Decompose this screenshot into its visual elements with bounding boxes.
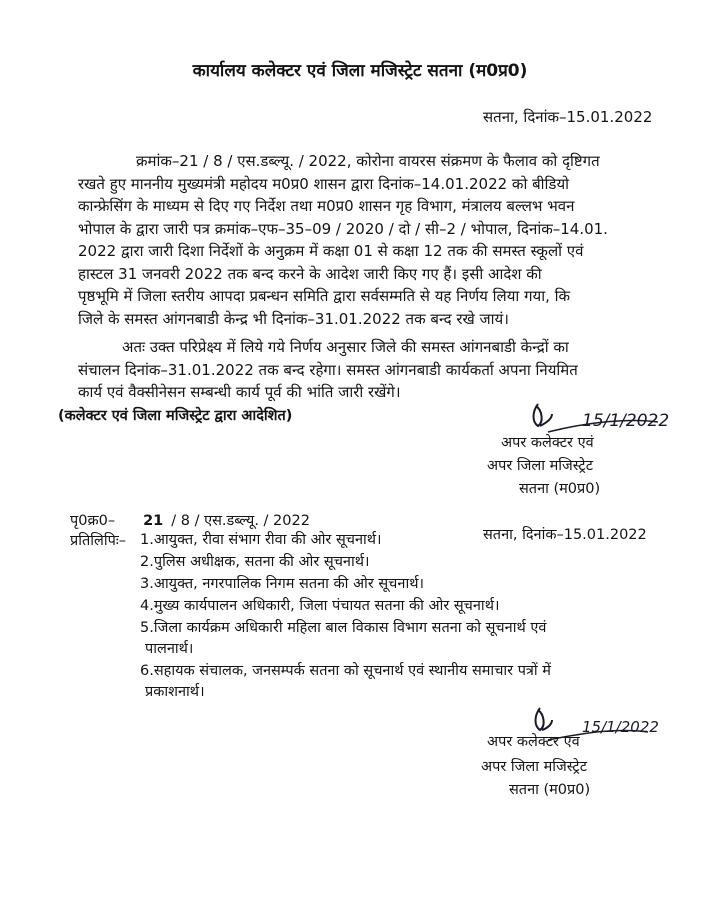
list-item bbox=[140, 618, 680, 660]
list-item bbox=[140, 530, 680, 551]
copy-item-continuation: प्रकाशनार्थ। bbox=[145, 684, 205, 700]
copy-item-text: 3.आयुक्त, नगरपालिक निगम सतना की ओर सूचनार्थ। bbox=[140, 576, 424, 592]
paragraph-line: कान्फ्रेसिंग के माध्यम से दिए गए निर्देश तथा म0प्र0 शासन गृह विभाग, मंत्रालय बल्लभ भवन bbox=[78, 197, 575, 215]
signatory-designation-1: अपर कलेक्टर एवं bbox=[501, 435, 594, 451]
copy-list bbox=[140, 530, 680, 704]
paragraph-line: संचालन दिनांक–31.01.2022 तक बन्द रहेगा। समस्त आंगनबाडी कार्यकर्ता अपना नियमित bbox=[78, 360, 578, 379]
office-title: कार्यालय कलेक्टर एवं जिला मजिस्ट्रेट सतना (म0प्र0) bbox=[192, 61, 528, 81]
endorsement-reference bbox=[70, 510, 310, 530]
list-item bbox=[140, 661, 680, 703]
ref-prefix: पृ0क्र0– bbox=[70, 513, 116, 529]
handwritten-date-2: 15/1/2022 bbox=[582, 718, 659, 736]
signatory-location: सतना (म0प्र0) bbox=[509, 782, 591, 798]
endorsement-date: सतना, दिनांक–15.01.2022 bbox=[483, 527, 647, 543]
copy-item-text: 5.जिला कार्यक्रम अधिकारी महिला बाल विकास विभाग सतना को सूचनार्थ एवं bbox=[140, 620, 547, 636]
paragraph-line: अतः उक्त परिप्रेक्ष्य में लिये गये निर्णय अनुसार जिले की समस्त आंगनबाडी केन्द्रों का bbox=[122, 338, 569, 356]
signatory-designation-2: अपर जिला मजिस्ट्रेट bbox=[481, 759, 588, 775]
copy-item-text: 4.मुख्य कार्यपालन अधिकारी, जिला पंचायत सतना की ओर सूचनार्थ। bbox=[140, 598, 500, 614]
paragraph-line: हास्टल 31 जनवरी 2022 तक बन्द करने के आदेश जारी किए गए हैं। इसी आदेश की bbox=[78, 264, 542, 283]
paragraph-line: पृष्ठभूमि में जिला स्तरीय आपदा प्रबन्धन समिति द्वारा सर्वसम्मति से यह निर्णय लिया गया, कि bbox=[78, 287, 571, 305]
paragraph-line: क्रमांक–21 / 8 / एस.डब्ल्यू. / 2022, कोरोना वायरस संक्रमण के फैलाव को दृष्टिगत bbox=[136, 152, 600, 170]
paragraph-line: 2022 द्वारा जारी दिशा निर्देशों के अनुक्रम में कक्षा 01 से कक्षा 12 तक की समस्त स्कूलों एवं bbox=[78, 242, 584, 260]
copy-label: प्रतिलिपिः– bbox=[70, 533, 127, 549]
copy-item-text: 2.पुलिस अधीक्षक, सतना की ओर सूचनार्थ। bbox=[140, 554, 370, 570]
ref-number: 21 bbox=[143, 513, 164, 529]
list-item bbox=[140, 552, 680, 573]
paragraph-line: रखते हुए माननीय मुख्यमंत्री महोदय म0प्र0 शासन द्वारा दिनांक–14.01.2022 को बीडियो bbox=[78, 174, 570, 193]
order-note: (कलेक्टर एवं जिला मजिस्ट्रेट द्वारा आदेशित) bbox=[58, 408, 293, 424]
handwritten-date-1: 15/1/2022 bbox=[582, 411, 670, 431]
ref-rest: / 8 / एस.डब्ल्यू. / 2022 bbox=[171, 513, 310, 529]
paragraph-line: जिले के समस्त आंगनबाडी केन्द्र भी दिनांक–31.01.2022 तक बन्द रखे जायं। bbox=[78, 309, 509, 328]
list-item bbox=[140, 574, 680, 595]
signatory-designation-1: अपर कलेक्टर एवं bbox=[487, 734, 580, 750]
paragraph-line: कार्य एवं वैक्सीनेसन सम्बन्धी कार्य पूर्व की भांति जारी रखेंगे। bbox=[78, 383, 401, 401]
list-item bbox=[140, 596, 680, 617]
paragraph-line: भोपाल के द्वारा जारी पत्र क्रमांक–एफ–35–09 / 2020 / दो / सी–2 / भोपाल, दिनांक–14.01. bbox=[78, 219, 608, 238]
signatory-designation-2: अपर जिला मजिस्ट्रेट bbox=[487, 458, 594, 474]
issue-date: सतना, दिनांक–15.01.2022 bbox=[483, 108, 653, 126]
copy-item-continuation: पालनार्थ। bbox=[145, 641, 194, 657]
copy-item-text: 6.सहायक संचालक, जनसम्पर्क सतना को सूचनार्थ एवं स्थानीय समाचार पत्रों में bbox=[140, 663, 551, 679]
copy-item-text: 1.आयुक्त, रीवा संभाग रीवा की ओर सूचनार्थ। bbox=[140, 532, 382, 548]
body-paragraph-1 bbox=[78, 150, 676, 330]
signatory-location: सतना (म0प्र0) bbox=[519, 481, 601, 497]
